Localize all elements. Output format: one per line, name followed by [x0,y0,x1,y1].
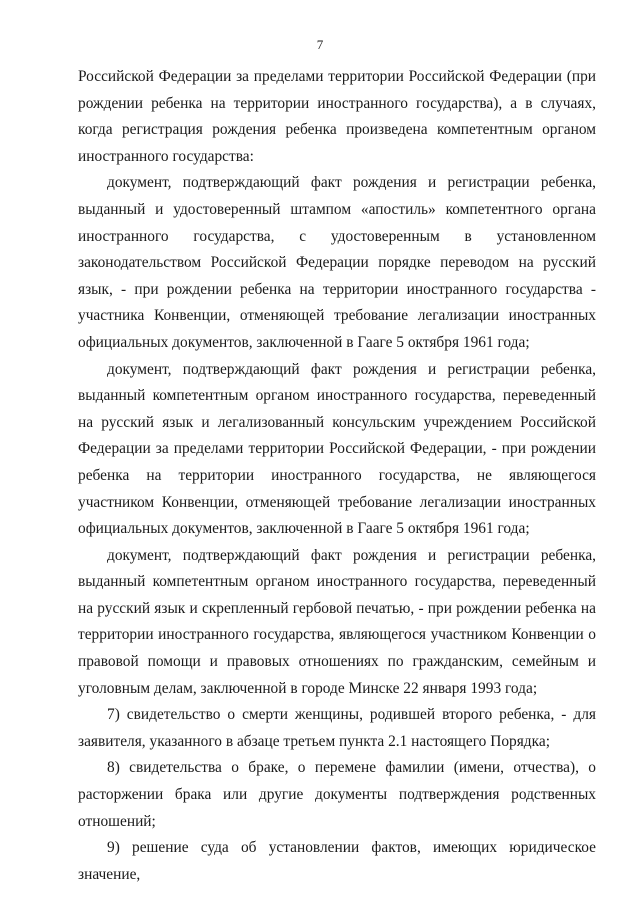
document-body [78,64,596,888]
paragraph-minsk-convention-document: документ, подтверждающий факт рождения и регистрации ребенка, выданный компетентным органом иностранного государства, переведенный на русский язык и скрепленный гербовой печатью, - при рождении ребенка на территории иностранного государства, являющегося участником Конвенции о правовой помощи и правовых отношениях по гражданским, семейным и уголовным делам, заключенной в городе Минске 22 января 1993 года; [78,546,596,697]
paragraph-legalized-document: документ, подтверждающий факт рождения и регистрации ребенка, выданный компетентным органом иностранного государства, переведенный на русский язык и легализованный консульским учреждением Российской Федерации за пределами территории Российской Федерации, - при рождении ребенка на территории иностранного государства, не являющегося участником Конвенции, отменяющей требование легализации иностранных официальных документов, заключенной в Гааге 5 октября 1961 года; [78,360,596,538]
paragraph-apostille-document: документ, подтверждающий факт рождения и регистрации ребенка, выданный и удостоверенный штампом «апостиль» компетентного органа иностранного государства, с удостоверенным в установленном законодательством Российской Федерации порядке переводом на русский язык, - при рождении ребенка на территории иностранного государства - участника Конвенции, отменяющей требование легализации иностранных официальных документов, заключенной в Гааге 5 октября 1961 года; [78,174,596,351]
paragraph-item-9: 9) решение суда об установлении фактов, имеющих юридическое значение, [78,839,596,883]
paragraph-item-8: 8) свидетельства о браке, о перемене фамилии (имени, отчества), о расторжении брака или другие документы подтверждения родственных отношений; [78,759,596,830]
page-number: 7 [316,37,324,52]
paragraph-continuation: Российской Федерации за пределами территории Российской Федерации (при рождении ребенка на территории иностранного государства), а в случаях, когда регистрация рождения ребенка произведена компетентным органом иностранного государства: [78,68,596,165]
paragraph-item-7: 7) свидетельство о смерти женщины, родившей второго ребенка, - для заявителя, указанного в абзаце третьем пункта 2.1 настоящего Порядка; [78,706,596,750]
